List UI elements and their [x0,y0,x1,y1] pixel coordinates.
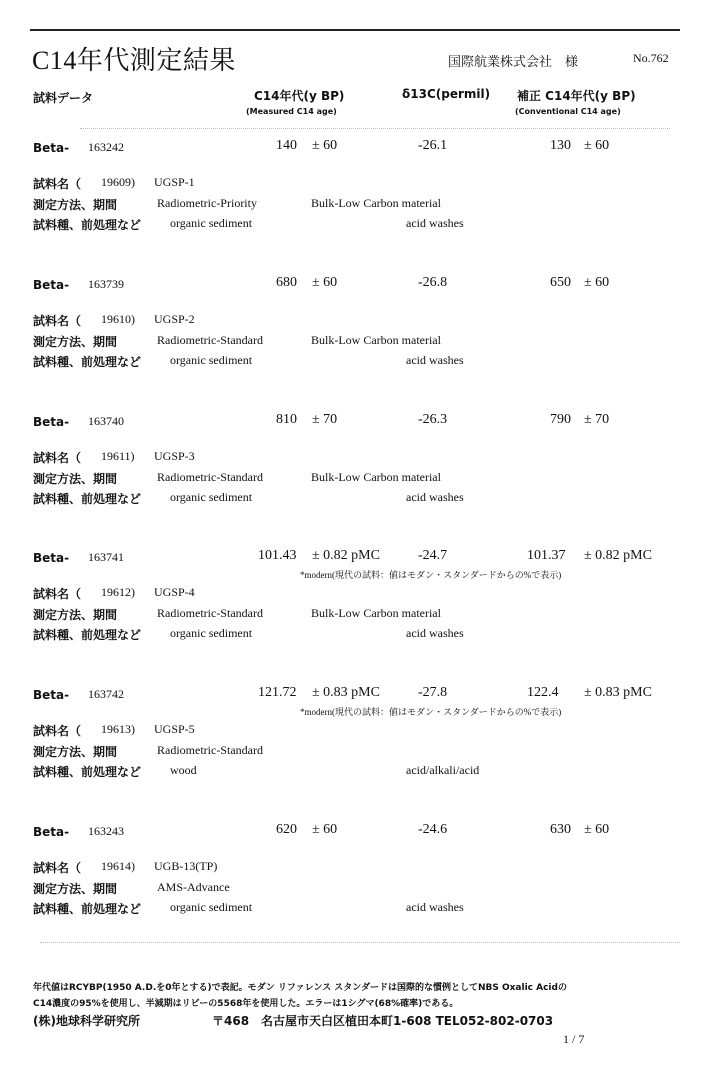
sample-code: 19609) [101,175,135,189]
measured-error: ± 0.82 pMC [312,548,380,563]
column-conventional-age-sub: (Conventional C14 age) [515,107,621,116]
method-label: 測定方法、期間 [33,608,118,622]
beta-label: Beta- [33,688,70,702]
header-divider [80,128,670,129]
company-name: (株)地球科学研究所 [33,1014,140,1028]
conventional-age: 650 [550,275,571,290]
material-value: organic sediment [170,490,253,504]
pretreatment-value: acid washes [406,626,464,640]
pretreatment-value: acid washes [406,490,464,504]
company-address: 〒468 名古屋市天白区植田本町1-608 TEL052-802-0703 [212,1014,554,1028]
measured-age: 620 [276,822,297,837]
measured-error: ± 60 [312,138,338,153]
material-label: 試料種、前処理など [33,628,142,642]
sample-name-label: 試料名（ [33,861,82,875]
measured-age: 121.72 [258,685,297,700]
measured-age: 680 [276,275,297,290]
sample-code: 19614) [101,859,135,873]
material-label: 試料種、前処理など [33,355,142,369]
column-measured-age-sub: (Measured C14 age) [246,107,337,116]
method-value: Radiometric-Priority [157,196,257,210]
sample-name: UGSP-5 [154,722,195,736]
sample-name: UGSP-4 [154,585,195,599]
delta13c-value: -26.1 [418,138,448,153]
footer-note-line2: C14濃度の95%を使用し、半減期はリビーの5568年を使用した。エラーは1シグマ(68%確率)である。 [33,999,459,1009]
client-name: 国際航業株式会社 様 [448,54,579,69]
conventional-age: 130 [550,138,571,153]
beta-label: Beta- [33,278,70,292]
pretreatment-value: acid/alkali/acid [406,763,480,777]
conventional-error: ± 0.82 pMC [584,548,652,563]
document-number: No.762 [633,51,669,65]
method-label: 測定方法、期間 [33,335,118,349]
beta-label: Beta- [33,825,70,839]
measured-age: 101.43 [258,548,297,563]
header-rule [30,29,680,31]
material-description: Bulk-Low Carbon material [311,470,441,484]
method-label: 測定方法、期間 [33,198,118,212]
delta13c-value: -27.8 [418,685,448,700]
measured-error: ± 0.83 pMC [312,685,380,700]
method-label: 測定方法、期間 [33,472,118,486]
pretreatment-value: acid washes [406,900,464,914]
conventional-age: 122.4 [527,685,559,700]
sample-name-label: 試料名（ [33,587,82,601]
beta-label: Beta- [33,551,70,565]
conventional-error: ± 70 [584,412,610,427]
material-value: organic sediment [170,353,253,367]
measured-age: 810 [276,412,297,427]
beta-number: 163741 [88,550,124,564]
sample-name-label: 試料名（ [33,314,82,328]
pretreatment-value: acid washes [406,216,464,230]
sample-name: UGSP-1 [154,175,195,189]
sample-name: UGSP-2 [154,312,195,326]
material-value: organic sediment [170,626,253,640]
method-value: AMS-Advance [157,880,230,894]
beta-label: Beta- [33,415,70,429]
material-value: organic sediment [170,900,253,914]
material-value: wood [170,763,197,777]
material-description: Bulk-Low Carbon material [311,333,441,347]
sample-code: 19612) [101,585,135,599]
beta-label: Beta- [33,141,70,155]
delta13c-value: -26.3 [418,412,448,427]
beta-number: 163739 [88,277,124,291]
material-label: 試料種、前処理など [33,765,142,779]
modern-note: *modern(現代の試料：値はモダン・スタンダードからの%で表示) [300,707,562,717]
material-description: Bulk-Low Carbon material [311,196,441,210]
delta13c-value: -24.7 [418,548,448,563]
measured-error: ± 60 [312,275,338,290]
measured-error: ± 70 [312,412,338,427]
conventional-error: ± 60 [584,138,610,153]
conventional-error: ± 60 [584,822,610,837]
method-value: Radiometric-Standard [157,606,263,620]
method-label: 測定方法、期間 [33,745,118,759]
page-title: C14年代測定結果 [32,46,236,75]
measured-age: 140 [276,138,297,153]
conventional-age: 101.37 [527,548,566,563]
column-conventional-age: 補正 C14年代(y BP) [517,89,636,103]
conventional-error: ± 60 [584,275,610,290]
sample-name: UGB-13(TP) [154,859,218,873]
sample-code: 19610) [101,312,135,326]
conventional-error: ± 0.83 pMC [584,685,652,700]
column-delta13c: δ13C(permil) [402,87,491,101]
method-value: Radiometric-Standard [157,333,263,347]
material-label: 試料種、前処理など [33,902,142,916]
sample-name-label: 試料名（ [33,177,82,191]
page-number: 1 / 7 [563,1032,585,1046]
sample-name-label: 試料名（ [33,724,82,738]
method-value: Radiometric-Standard [157,743,263,757]
method-value: Radiometric-Standard [157,470,263,484]
sample-name-label: 試料名（ [33,451,82,465]
delta13c-value: -24.6 [418,822,448,837]
delta13c-value: -26.8 [418,275,448,290]
material-value: organic sediment [170,216,253,230]
material-description: Bulk-Low Carbon material [311,606,441,620]
measured-error: ± 60 [312,822,338,837]
method-label: 測定方法、期間 [33,882,118,896]
beta-number: 163243 [88,824,124,838]
sample-name: UGSP-3 [154,449,195,463]
beta-number: 163742 [88,687,124,701]
sample-code: 19613) [101,722,135,736]
conventional-age: 630 [550,822,571,837]
footer-note-line1: 年代値はRCYBP(1950 A.D.を0年とする)で表記。モダン リファレンス スタンダードは国際的な慣例としてNBS Oxalic Acidの [33,983,567,993]
column-measured-age: C14年代(y BP) [254,89,345,103]
beta-number: 163740 [88,414,124,428]
conventional-age: 790 [550,412,571,427]
beta-number: 163242 [88,140,124,154]
material-label: 試料種、前処理など [33,218,142,232]
pretreatment-value: acid washes [406,353,464,367]
footer-divider [40,942,680,943]
column-sample-data: 試料データ [33,91,94,105]
modern-note: *modern(現代の試料：値はモダン・スタンダードからの%で表示) [300,570,562,580]
material-label: 試料種、前処理など [33,492,142,506]
sample-code: 19611) [101,449,135,463]
